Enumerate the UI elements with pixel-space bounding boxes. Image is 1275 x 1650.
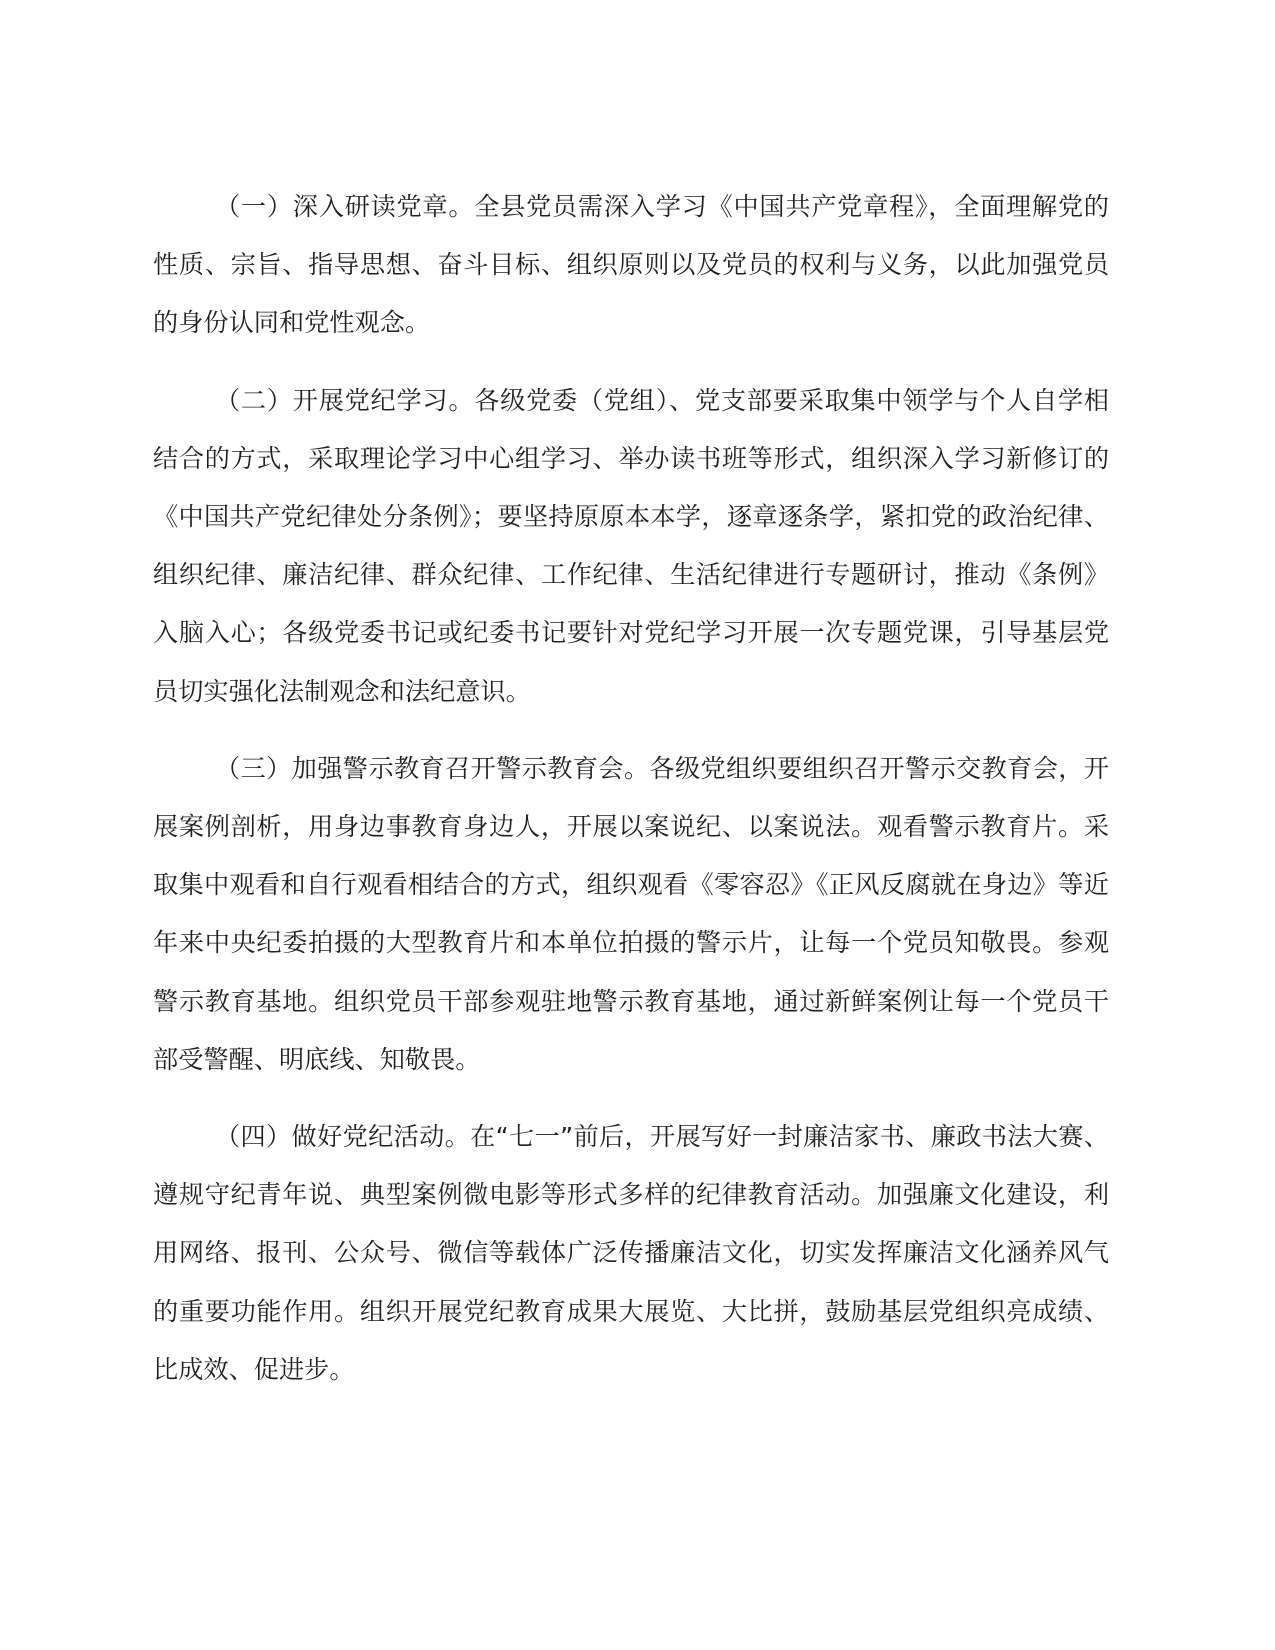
paragraph-study-party-constitution: （一）深入研读党章。全县党员需深入学习《中国共产党章程》，全面理解党的性质、宗旨、指导思想、奋斗目标、组织原则以及党员的权利与义务，以此加强党员的身份认同和党性观念。 xyxy=(153,192,1109,338)
paragraph-party-discipline-study: （二）开展党纪学习。各级党委（党组）、党支部要采取集中领学与个人自学相结合的方式，采取理论学习中心组学习、举办读书班等形式，组织深入学习新修订的《中国共产党纪律处分条例》；要坚持原原本本学，逐章逐条学，紧扣党的政治纪律、组织纪律、廉洁纪律、群众纪律、工作纪律、生活纪律进行专题研讨，推动《条例》入脑入心；各级党委书记或纪委书记要针对党纪学习开展一次专题党课，引导基层党员切实强化法制观念和法纪意识。 xyxy=(153,385,1109,706)
paragraph-discipline-activities: （四）做好党纪活动。在“七一”前后，开展写好一封廉洁家书、廉政书法大赛、遵规守纪青年说、典型案例微电影等形式多样的纪律教育活动。加强廉文化建设，利用网络、报刊、公众号、微信等载体广泛传播廉洁文化，切实发挥廉洁文化涵养风气的重要功能作用。组织开展党纪教育成果大展览、大比拼，鼓励基层党组织亮成绩、比成效、促进步。 xyxy=(153,1122,1109,1384)
document-body xyxy=(153,178,1109,1399)
paragraph-warning-education: （三）加强警示教育召开警示教育会。各级党组织要组织召开警示交教育会，开展案例剖析，用身边事教育身边人，开展以案说纪、以案说法。观看警示教育片。采取集中观看和自行观看相结合的方式，组织观看《零容忍》《正风反腐就在身边》等近年来中央纪委拍摄的大型教育片和本单位拍摄的警示片，让每一个党员知敬畏。参观警示教育基地。组织党员干部参观驻地警示教育基地，通过新鲜案例让每一个党员干部受警醒、明底线、知敬畏。 xyxy=(153,753,1109,1074)
